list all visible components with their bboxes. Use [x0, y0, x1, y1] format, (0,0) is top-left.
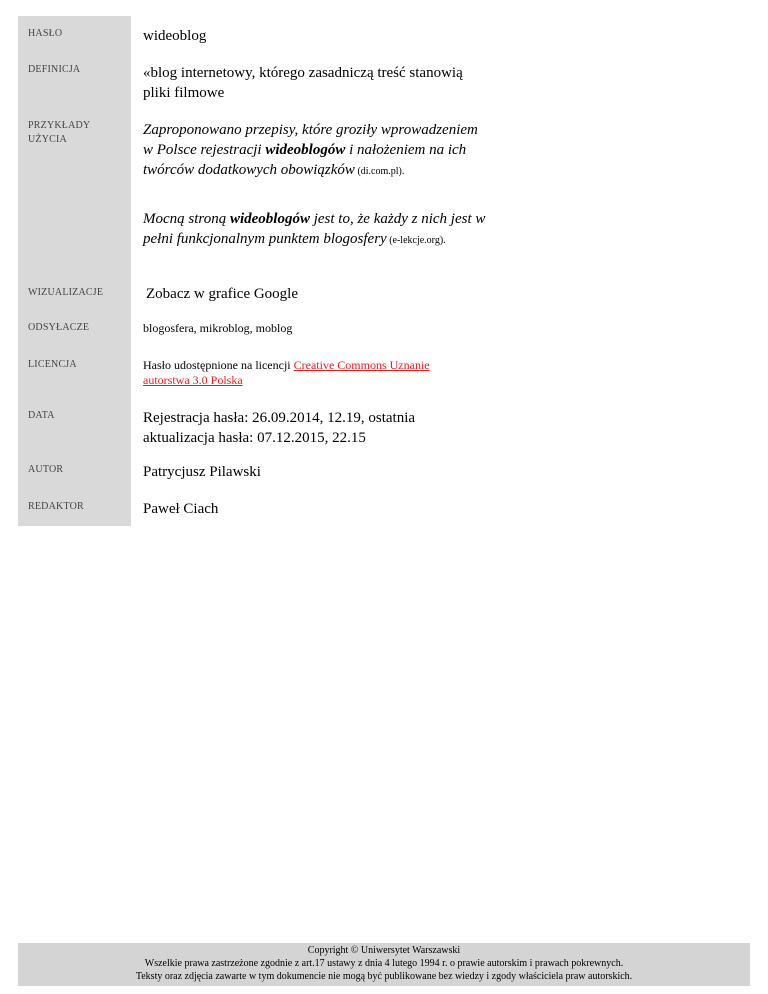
example-2-text-after: jest to, że każdy z nich jest w pełni funkcjonalnym punktem blogosfery [143, 211, 486, 247]
label-autor: AUTOR [28, 464, 64, 475]
copyright-footer [18, 943, 750, 986]
entry-definition: «blog internetowy, którego zasadniczą treść stanowią pliki filmowe [143, 65, 463, 101]
entry-author: Patrycjusz Pilawski [143, 464, 261, 480]
footer-copyright: Copyright © Uniwersytet Warszawski [307, 945, 461, 956]
example-1-source: (di.com.pl). [354, 166, 405, 177]
label-data: DATA [28, 410, 55, 421]
license-link[interactable]: Creative Commons Uznanie autorstwa 3.0 Polska [143, 358, 430, 387]
label-definicja: DEFINICJA [28, 64, 81, 75]
footer-rights: Wszelkie prawa zastrzeżone zgodnie z art.17 ustawy z dnia 4 lutego 1994 r. o prawie autorskim i prawach pokrewnych. [144, 958, 624, 969]
example-1-keyword: wideoblogów [265, 142, 346, 158]
label-odsylacze: ODSYŁACZE [28, 322, 90, 333]
usage-example-2 [143, 209, 498, 251]
label-przyklady [28, 119, 90, 147]
cross-references: blogosfera, mikroblog, moblog [143, 321, 293, 335]
label-przyklady-line1: PRZYKŁADY [28, 120, 91, 131]
entry-editor: Paweł Ciach [143, 501, 219, 517]
example-1-text-after: i nałożeniem na ich twórców dodatkowych obowiązków [143, 142, 467, 178]
entry-term: wideoblog [143, 28, 207, 44]
example-2-keyword: wideoblogów [229, 211, 310, 227]
license-text [143, 358, 463, 388]
entry-dates: Rejestracja hasła: 26.09.2014, 12.19, ostatnia aktualizacja hasła: 07.12.2015, 22.15 [143, 410, 416, 446]
label-wizualizacje: WIZUALIZACJE [28, 287, 104, 298]
example-2-source: (e-lekcje.org). [386, 235, 446, 246]
label-przyklady-line2: UŻYCIA [28, 134, 67, 145]
label-redaktor: REDAKTOR [28, 501, 84, 512]
example-1-text-before: Zaproponowano przepisy, które groziły wprowadzeniem w Polsce rejestracji [143, 122, 478, 158]
license-prefix: Hasło udostępnione na licencji [143, 358, 294, 372]
footer-notice: Teksty oraz zdjęcia zawarte w tym dokumencie nie mogą być publikowane bez wiedzy i zgody właściciela praw autorskich. [135, 971, 633, 982]
example-2-text-before: Mocną stroną [143, 211, 230, 227]
label-haslo: HASŁO [28, 28, 63, 39]
usage-example-1 [143, 120, 488, 182]
label-sidebar [18, 16, 131, 526]
google-images-link[interactable]: Zobacz w grafice Google [146, 286, 299, 302]
label-licencja: LICENCJA [28, 359, 77, 370]
